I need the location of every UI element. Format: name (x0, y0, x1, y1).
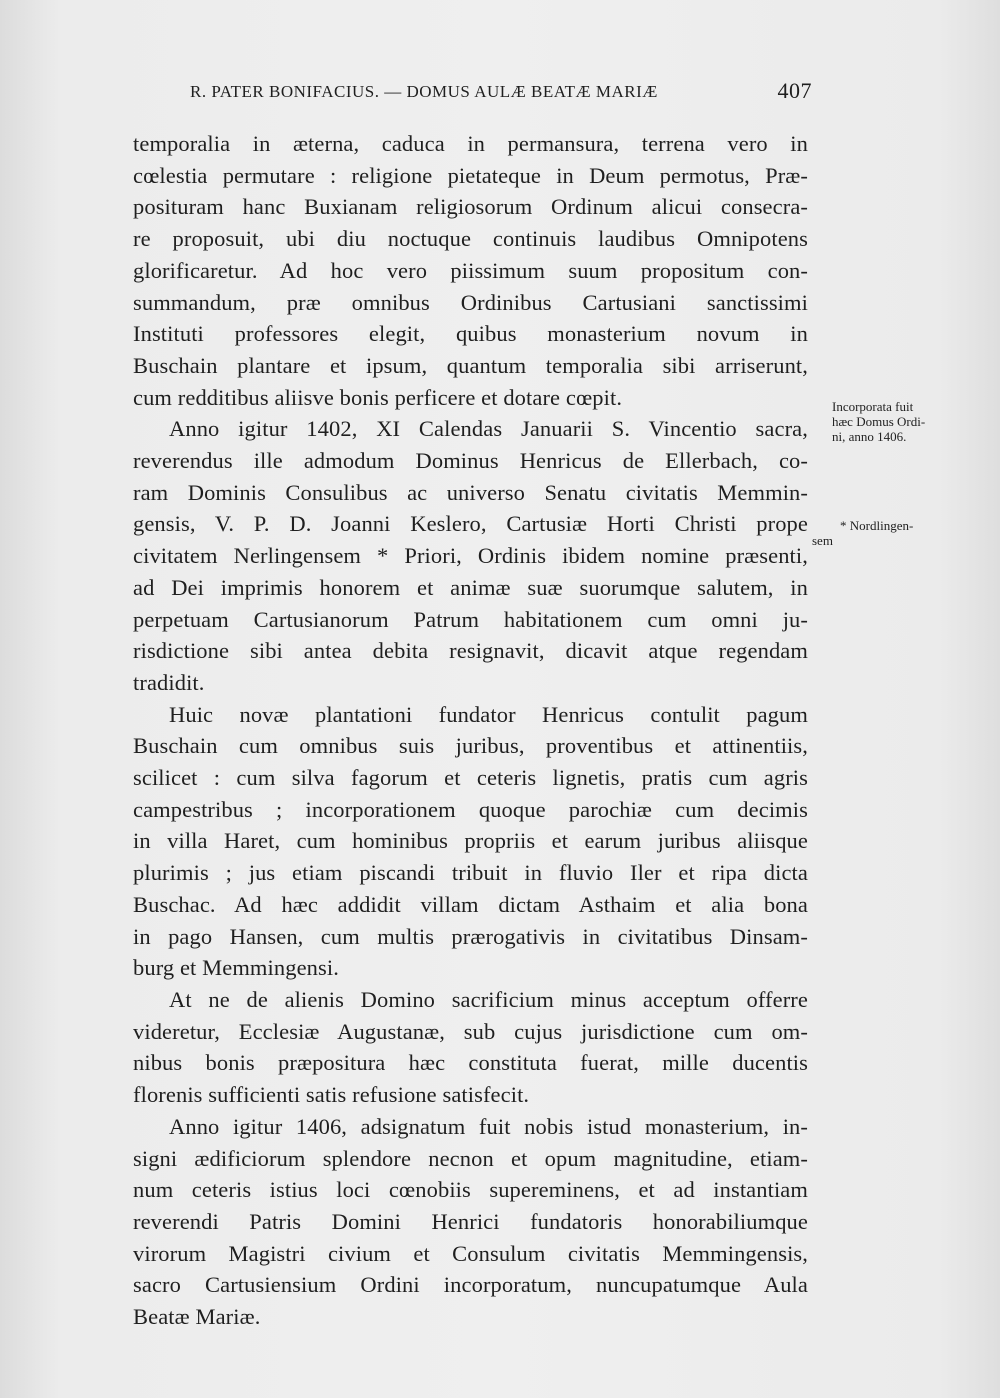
text-line: civitatem Nerlingensem * Priori, Ordinis ibidem nomine præsenti, (133, 543, 808, 569)
text-line: Buschain cum omnibus suis juribus, proventibus et attinentiis, (133, 733, 808, 759)
margin-note-line: hæc Domus Ordi- (832, 414, 926, 429)
running-title: R. PATER BONIFACIUS. — DOMUS AULÆ BEATÆ MARIÆ (190, 82, 658, 101)
text-line: florenis sufficienti satis refusione satisfecit. (133, 1082, 530, 1108)
text-line: cœlestia permutare : religione pietateque in Deum permotus, Præ- (133, 162, 808, 188)
text-line: Buschac. Ad hæc addidit villam dictam Asthaim et alia bona (133, 891, 808, 917)
page-number: 407 (777, 78, 812, 103)
text-line: sacro Cartusiensium Ordini incorporatum, nuncupatumque Aula (133, 1272, 808, 1298)
text-line: campestribus ; incorporationem quoque parochiæ cum decimis (133, 796, 808, 822)
text-line: Anno igitur 1402, XI Calendas Januarii S. Vincentio sacra, (169, 416, 808, 442)
text-line: in villa Haret, cum hominibus propriis et earum juribus aliisque (133, 828, 808, 854)
margin-note-line: sem (812, 533, 833, 548)
text-line: Beatæ Mariæ. (133, 1304, 261, 1330)
margin-note-line: ni, anno 1406. (832, 429, 907, 444)
text-line: ad Dei imprimis honorem et animæ suæ suorumque salutem, in (133, 574, 808, 600)
text-line: plurimis ; jus etiam piscandi tribuit in fluvio Iler et ripa dicta (133, 860, 808, 886)
text-line: temporalia in æterna, caduca in permansura, terrena vero in (133, 131, 808, 156)
text-line: ram Dominis Consulibus ac universo Senatu civitatis Memmin- (133, 479, 808, 505)
margin-note-nordlingen (812, 518, 952, 548)
text-line: num ceteris istius loci cœnobiis supereminens, et ad instantiam (133, 1177, 808, 1203)
margin-note-line: Incorporata fuit (832, 399, 914, 414)
body-text (133, 128, 808, 1333)
text-line: tradidit. (133, 669, 205, 695)
text-line: in pago Hansen, cum multis prærogativis in civitatibus Dinsam- (133, 923, 808, 949)
text-line: glorificaretur. Ad hoc vero piissimum suum propositum con- (133, 257, 808, 283)
margin-note-line: * Nordlingen- (840, 518, 914, 533)
text-line: reverendus ille admodum Dominus Henricus de Ellerbach, co- (133, 448, 808, 474)
text-line: Anno igitur 1406, adsignatum fuit nobis istud monasterium, in- (169, 1113, 808, 1139)
text-line: gensis, V. P. D. Joanni Keslero, Cartusiæ Horti Christi prope (133, 511, 808, 537)
text-line: risdictione sibi antea debita resignavit, dicavit atque regendam (133, 638, 808, 664)
text-line: posituram hanc Buxianam religiosorum Ordinum alicui consecra- (133, 194, 808, 220)
text-line: scilicet : cum silva fagorum et ceteris lignetis, pratis cum agris (133, 765, 808, 791)
text-line: virorum Magistri civium et Consulum civitatis Memmingensis, (133, 1240, 808, 1266)
text-line: summandum, præ omnibus Ordinibus Cartusiani sanctissimi (133, 289, 808, 315)
text-line: nibus bonis præpositura hæc constituta fuerat, mille ducentis (133, 1050, 808, 1076)
text-line: re proposuit, ubi diu noctuque continuis laudibus Omnipotens (133, 226, 808, 252)
running-header (190, 78, 820, 108)
text-line: perpetuam Cartusianorum Patrum habitationem cum omni ju- (133, 606, 808, 632)
margin-note-incorporation (832, 399, 952, 444)
text-line: Huic novæ plantationi fundator Henricus contulit pagum (169, 701, 808, 727)
text-line: signi ædificiorum splendore necnon et opum magnitudine, etiam- (133, 1145, 808, 1171)
text-line: reverendi Patris Domini Henrici fundatoris honorabiliumque (133, 1208, 808, 1234)
text-line: videretur, Ecclesiæ Augustanæ, sub cujus jurisdictione cum om- (133, 1018, 808, 1044)
text-line: burg et Memmingensi. (133, 955, 339, 981)
text-line: Buschain plantare et ipsum, quantum temporalia sibi arriserunt, (133, 352, 808, 378)
text-line: At ne de alienis Domino sacrificium minus acceptum offerre (169, 986, 808, 1012)
text-line: Instituti professores elegit, quibus monasterium novum in (133, 321, 808, 347)
text-line: cum redditibus aliisve bonis perficere et dotare cœpit. (133, 384, 623, 410)
